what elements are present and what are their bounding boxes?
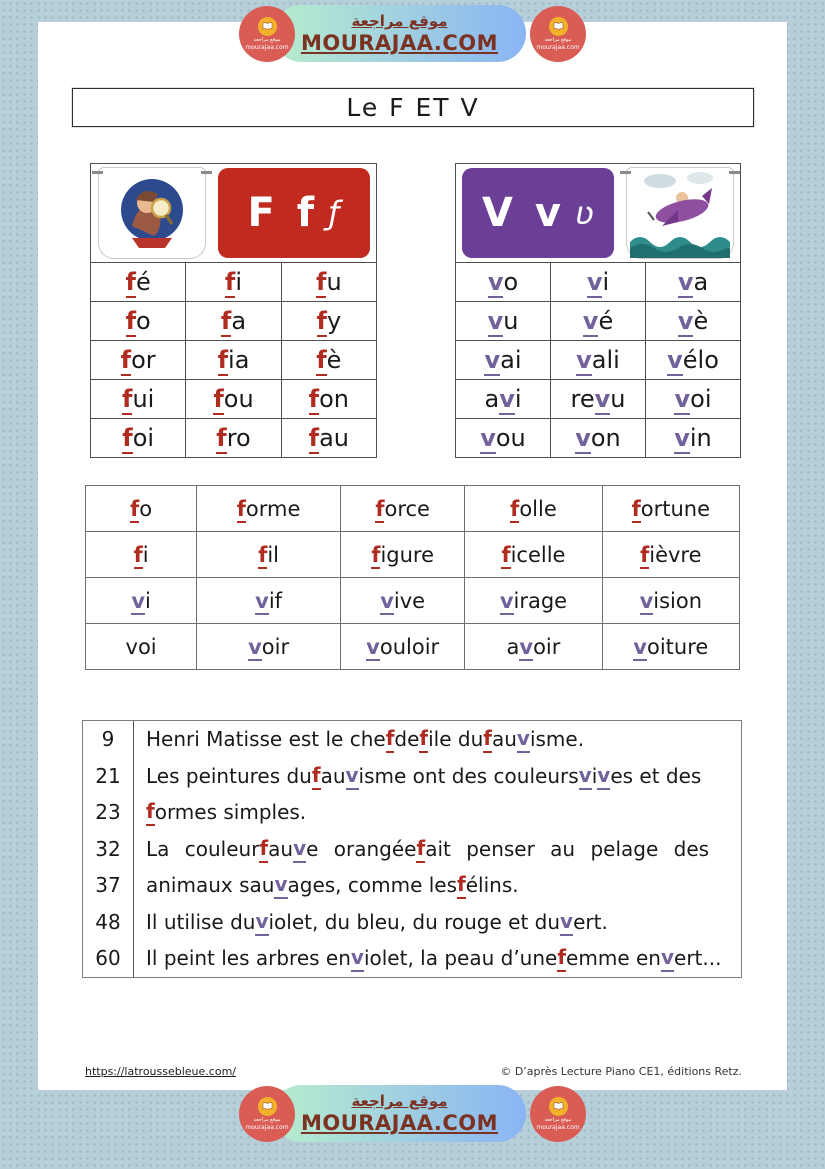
highlight-letter: f xyxy=(315,268,327,296)
text-line xyxy=(83,721,741,758)
word-cell: voi xyxy=(86,624,197,670)
f-syllable-cell: fa xyxy=(186,302,281,341)
highlight-letter: f xyxy=(213,385,224,413)
f-table-header-row xyxy=(91,164,377,263)
word-cell: vouloir xyxy=(341,624,465,670)
highlight-letter: v xyxy=(380,588,394,613)
v-sound-table xyxy=(455,163,741,458)
highlight-letter: v xyxy=(131,588,146,613)
word-cell: force xyxy=(341,486,465,532)
v-syllable-cell: vai xyxy=(456,341,551,380)
text-line xyxy=(83,940,741,977)
word-cell: fi xyxy=(86,532,197,578)
word-cell: fo xyxy=(86,486,197,532)
highlight-letter: f xyxy=(133,542,143,567)
source-link[interactable]: https://latroussebleue.com/ xyxy=(85,1065,236,1078)
table-row xyxy=(86,532,740,578)
f-sound-table xyxy=(90,163,377,458)
badge-text-ar: موقع مراجعة xyxy=(544,1116,572,1123)
highlight-letter: f xyxy=(510,496,520,521)
book-icon xyxy=(258,17,277,36)
f-syllable-cell: fé xyxy=(91,263,186,302)
f-syllable-cell: fui xyxy=(91,380,186,419)
v-table-header-row xyxy=(456,164,741,263)
f-syllable-cell: for xyxy=(91,341,186,380)
reading-text-block xyxy=(82,720,742,978)
highlight-letter: f xyxy=(419,725,428,753)
book-icon xyxy=(258,1097,277,1116)
highlight-letter: v xyxy=(579,762,592,790)
highlight-letter: v xyxy=(586,268,603,296)
airplane-illustration xyxy=(626,167,734,259)
site-banner-pill xyxy=(273,1085,526,1142)
f-syllable-cell: foi xyxy=(91,419,186,458)
f-syllable-cell: fi xyxy=(186,263,281,302)
highlight-letter: f xyxy=(120,346,132,374)
text-line xyxy=(83,831,741,868)
table-row xyxy=(456,380,741,419)
word-cell: fil xyxy=(197,532,341,578)
highlight-letter: v xyxy=(560,908,573,936)
word-cell: folle xyxy=(465,486,602,532)
v-syllable-cell: voi xyxy=(646,380,741,419)
highlight-letter: f xyxy=(416,835,425,863)
line-number: 48 xyxy=(83,904,134,941)
f-cursive-letter: ƒ xyxy=(328,194,340,232)
page-title: Le F ET V xyxy=(72,88,754,127)
v-cursive-letter: ʋ xyxy=(574,194,595,232)
highlight-letter: f xyxy=(130,496,140,521)
badge-text-ar: موقع مراجعة xyxy=(253,1116,281,1123)
text-line xyxy=(83,904,741,941)
f-syllable-cell: fro xyxy=(186,419,281,458)
table-row xyxy=(91,302,377,341)
highlight-letter: v xyxy=(484,346,501,374)
v-syllable-cell: vali xyxy=(551,341,646,380)
credit-text: © D’après Lecture Piano CE1, éditions Retz. xyxy=(500,1065,742,1078)
f-syllable-cell: fè xyxy=(281,341,376,380)
table-row xyxy=(86,624,740,670)
v-syllable-cell: vé xyxy=(551,302,646,341)
line-number: 60 xyxy=(83,940,134,977)
table-row xyxy=(456,341,741,380)
word-cell: vive xyxy=(341,578,465,624)
highlight-letter: f xyxy=(557,944,566,972)
site-logo-badge xyxy=(530,1086,586,1142)
highlight-letter: f xyxy=(316,346,327,374)
highlight-letter: v xyxy=(667,346,683,374)
bottom-banner xyxy=(0,1085,825,1142)
banner-site-name: MOURAJAA.COM xyxy=(300,31,499,55)
highlight-letter: v xyxy=(517,725,530,753)
v-syllable-cell: revu xyxy=(551,380,646,419)
highlight-letter: v xyxy=(346,762,359,790)
line-text: La couleur f au v e orangée f ait penser au pelage des xyxy=(146,835,710,861)
badge-text-ar: موقع مراجعة xyxy=(253,36,281,43)
text-line xyxy=(83,758,741,795)
highlight-letter: f xyxy=(236,496,246,521)
line-text: Il peint les arbres en v iolet, la peau d’une f emme en v ert... xyxy=(146,945,722,971)
v-print-letters: V v xyxy=(481,190,565,236)
line-text: f ormes simples. xyxy=(146,799,307,825)
f-letter-box xyxy=(218,168,370,258)
highlight-letter: f xyxy=(224,268,236,296)
f-syllable-cell: fo xyxy=(91,302,186,341)
page-content-layer xyxy=(38,22,787,1090)
highlight-letter: v xyxy=(274,871,287,899)
line-text: Les peintures du f au v isme ont des couleurs v i v es et des xyxy=(146,762,702,788)
highlight-letter: v xyxy=(351,944,364,972)
line-text: Henri Matisse est le che f de f ile du f au v isme. xyxy=(146,726,585,752)
v-syllable-cell: vè xyxy=(646,302,741,341)
line-number: 23 xyxy=(83,794,134,831)
highlight-letter: f xyxy=(386,725,395,753)
highlight-letter: v xyxy=(487,268,504,296)
highlight-letter: f xyxy=(146,798,155,826)
highlight-letter: f xyxy=(457,871,466,899)
f-syllable-cell: fia xyxy=(186,341,281,380)
site-logo-badge xyxy=(530,6,586,62)
highlight-letter: v xyxy=(674,385,691,413)
text-line xyxy=(83,794,741,831)
highlight-letter: v xyxy=(677,307,694,335)
table-row xyxy=(91,380,377,419)
top-banner xyxy=(0,5,825,62)
highlight-letter: v xyxy=(480,424,496,452)
detective-illustration xyxy=(98,167,206,259)
f-syllable-cell: fy xyxy=(281,302,376,341)
v-syllable-cell: vi xyxy=(551,263,646,302)
highlight-letter: v xyxy=(293,835,306,863)
line-number: 32 xyxy=(83,831,134,868)
highlight-letter: f xyxy=(316,307,327,335)
v-syllable-cell: von xyxy=(551,419,646,458)
highlight-letter: f xyxy=(640,542,650,567)
highlight-letter: f xyxy=(483,725,492,753)
highlight-letter: f xyxy=(308,385,320,413)
word-cell: figure xyxy=(341,532,465,578)
f-syllable-cell: fou xyxy=(186,380,281,419)
highlight-letter: v xyxy=(255,908,268,936)
table-row xyxy=(86,578,740,624)
highlight-letter: f xyxy=(216,424,227,452)
line-text: Il utilise du v iolet, du bleu, du rouge et du v ert. xyxy=(146,908,608,934)
f-syllable-cell: fu xyxy=(281,263,376,302)
word-cell: avoir xyxy=(465,624,602,670)
highlight-letter: v xyxy=(575,424,591,452)
highlight-letter: f xyxy=(121,385,133,413)
text-line xyxy=(83,867,741,904)
word-cell: voiture xyxy=(602,624,739,670)
site-logo-badge xyxy=(239,1086,295,1142)
word-cell: ficelle xyxy=(465,532,602,578)
table-row xyxy=(86,486,740,532)
highlight-letter: v xyxy=(674,424,690,452)
highlight-letter: f xyxy=(125,307,137,335)
word-cell: fièvre xyxy=(602,532,739,578)
site-logo-badge xyxy=(239,6,295,62)
highlight-letter: v xyxy=(576,346,592,374)
highlight-letter: f xyxy=(258,542,268,567)
book-icon xyxy=(549,1097,568,1116)
v-syllable-cell: vu xyxy=(456,302,551,341)
highlight-letter: f xyxy=(371,542,381,567)
v-syllable-cell: va xyxy=(646,263,741,302)
v-syllable-cell: vélo xyxy=(646,341,741,380)
highlight-letter: v xyxy=(597,762,610,790)
badge-text-en: mourajaa.com xyxy=(536,43,580,51)
v-table-header xyxy=(456,164,741,263)
highlight-letter: v xyxy=(499,385,515,413)
banner-arabic-title: موقع مراجعة xyxy=(351,12,448,30)
highlight-letter: f xyxy=(125,268,136,296)
v-syllable-cell: vin xyxy=(646,419,741,458)
word-cell: fortune xyxy=(602,486,739,532)
v-letter-box xyxy=(462,168,614,258)
highlight-letter: v xyxy=(366,634,380,659)
table-row xyxy=(91,263,377,302)
highlight-letter: f xyxy=(501,542,511,567)
highlight-letter: v xyxy=(633,634,647,659)
v-syllable-cell: avi xyxy=(456,380,551,419)
line-number: 9 xyxy=(83,721,134,758)
word-cell: vi xyxy=(86,578,197,624)
highlight-letter: f xyxy=(308,424,320,452)
v-syllable-cell: vou xyxy=(456,419,551,458)
badge-text-en: mourajaa.com xyxy=(245,1123,289,1131)
highlight-letter: v xyxy=(519,634,534,659)
highlight-letter: v xyxy=(639,588,654,613)
banner-arabic-title: موقع مراجعة xyxy=(351,1092,448,1110)
highlight-letter: f xyxy=(217,346,229,374)
line-text: animaux sau v ages, comme les f élins. xyxy=(146,872,519,898)
highlight-letter: v xyxy=(487,307,504,335)
line-number: 37 xyxy=(83,867,134,904)
table-row xyxy=(456,263,741,302)
f-print-letters: F f xyxy=(247,190,319,236)
table-row xyxy=(456,302,741,341)
table-row xyxy=(91,419,377,458)
highlight-letter: f xyxy=(220,307,232,335)
banner-site-name: MOURAJAA.COM xyxy=(300,1111,499,1135)
line-number: 21 xyxy=(83,758,134,795)
highlight-letter: f xyxy=(631,496,641,521)
badge-text-en: mourajaa.com xyxy=(245,43,289,51)
f-syllable-cell: fon xyxy=(281,380,376,419)
highlight-letter: f xyxy=(375,496,385,521)
highlight-letter: v xyxy=(594,385,611,413)
highlight-letter: f xyxy=(122,424,133,452)
book-icon xyxy=(549,17,568,36)
highlight-letter: v xyxy=(499,588,514,613)
footer xyxy=(85,1065,742,1078)
word-cell: forme xyxy=(197,486,341,532)
v-syllable-cell: vo xyxy=(456,263,551,302)
highlight-letter: f xyxy=(259,835,268,863)
f-table-header xyxy=(91,164,377,263)
highlight-letter: v xyxy=(255,588,269,613)
word-cell: vif xyxy=(197,578,341,624)
table-row xyxy=(91,341,377,380)
table-row xyxy=(456,419,741,458)
word-cell: virage xyxy=(465,578,602,624)
site-banner-pill xyxy=(273,5,526,62)
f-syllable-cell: fau xyxy=(281,419,376,458)
highlight-letter: v xyxy=(677,268,694,296)
badge-text-ar: موقع مراجعة xyxy=(544,36,572,43)
highlight-letter: v xyxy=(582,307,599,335)
words-table xyxy=(85,485,740,670)
word-cell: vision xyxy=(602,578,739,624)
badge-text-en: mourajaa.com xyxy=(536,1123,580,1131)
highlight-letter: f xyxy=(312,762,321,790)
word-cell: voir xyxy=(197,624,341,670)
highlight-letter: v xyxy=(661,944,674,972)
highlight-letter: v xyxy=(248,634,262,659)
